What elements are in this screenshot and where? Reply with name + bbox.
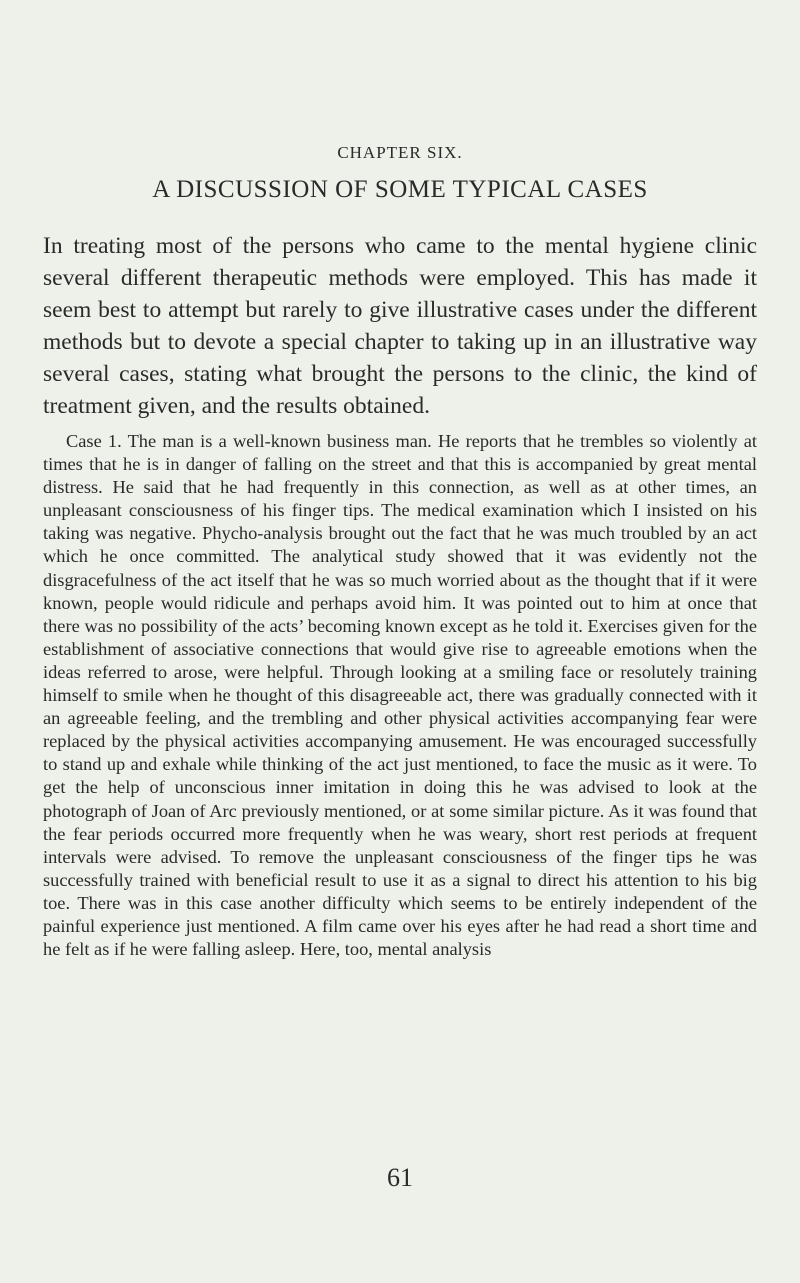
case-paragraph: Case 1. The man is a well-known business man. He reports that he trembles so violently at times that he is in danger of falling on the street and that this is accompanied by great mental distress. He said that he had frequently in this connection, as well as at other times, an unpleasant consciousness of his finger tips. The medical examination which I insisted on his taking was negative. Phycho-analysis brought out the fact that he was much troubled by an act which he once committed. The analytical study showed that it was evidently not the disgracefulness of the act itself that he was so much worried about as the thought that if it were known, people would ridicule and perhaps avoid him. It was pointed out to him at once that there was no possibility of the acts’ becoming known except as he told it. Exercises given for the establishment of associative connections that would give rise to agreeable emotions when the ideas referred to arose, were helpful. Through looking at a smiling face or resolutely training himself to smile when he thought of this disagreeable act, there was gradually connected with it an agreeable feeling, and the trembling and other physical activities accompanying fear were replaced by the physical activities accompanying amusement. He was encouraged successfully to stand up and exhale while thinking of the act just mentioned, to face the music as it were. To get the help of unconscious inner imitation in doing this he was advised to look at the photograph of Joan of Arc previously mentioned, or at some similar picture. As it was found that the fear periods occurred more frequently when he was weary, short rest periods at frequent intervals were advised. To remove the unpleasant consciousness of the finger tips he was successfully trained with beneficial result to use it as a signal to direct his attention to his big toe. There was in this case another difficulty which seems to be entirely independent of the painful experience just mentioned. A film came over his eyes after he had read a short time and he felt as if he were falling asleep. Here, too, mental analysis <box>43 431 757 960</box>
chapter-title: A DISCUSSION OF SOME TYPICAL CASES <box>152 176 648 203</box>
page-number: 61 <box>387 1163 413 1192</box>
chapter-label: CHAPTER SIX. <box>337 143 463 162</box>
intro-paragraph: In treating most of the persons who came to the mental hygiene clinic several different therapeutic methods were employed. This has made it seem best to attempt but rarely to give illustrative cases under the different methods but to devote a special chapter to taking up in an illustrative way several cases, stating what brought the persons to the clinic, the kind of treatment given, and the results obtained. <box>43 233 757 419</box>
